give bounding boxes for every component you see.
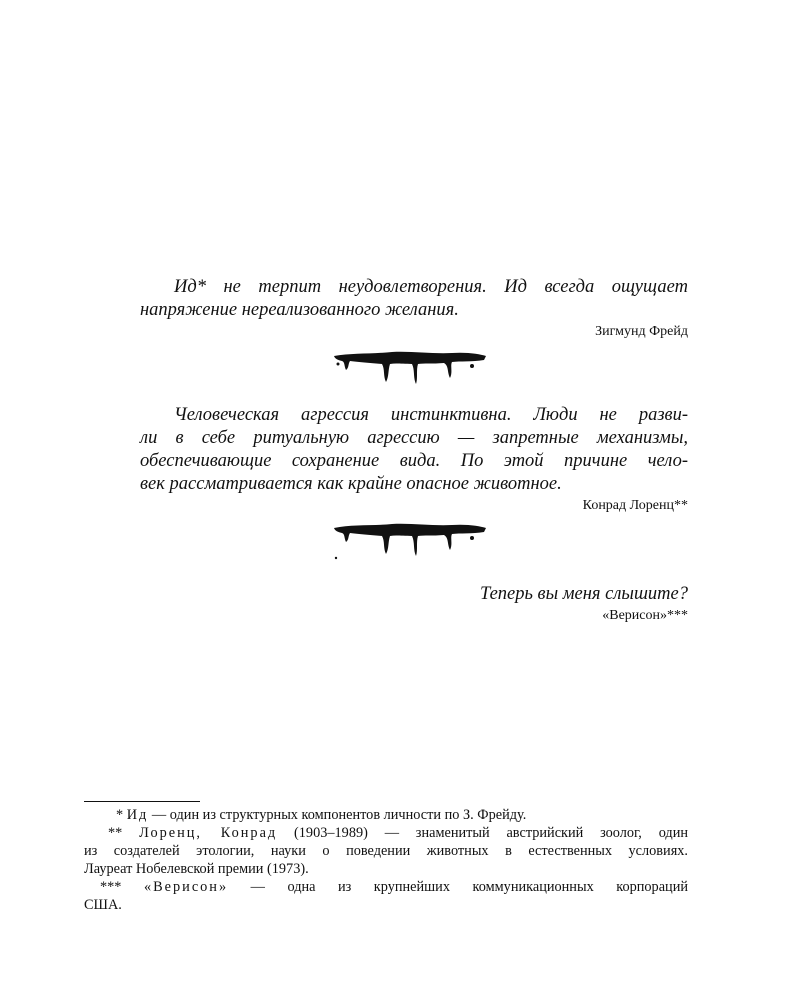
- epigraph-lorenz-line-3: обеспечивающие сохранение вида. По этой причине чело-: [140, 451, 688, 471]
- epigraph-lorenz: [140, 404, 688, 496]
- footnote-text: (1903–1989) — знаменитый австрийский зоолог, один: [277, 825, 689, 841]
- attribution-verizon: «Верисон»***: [602, 608, 688, 623]
- footnote-mark: ***: [100, 879, 122, 895]
- epigraph-lorenz-line-1: Человеческая агрессия инстинктивна. Люди не разви-: [174, 405, 688, 425]
- attribution-lorenz: Конрад Лоренц**: [582, 498, 688, 513]
- attribution-freud: Зигмунд Фрейд: [595, 324, 688, 339]
- epigraph-lorenz-line-4: век рассматривается как крайне опасное животное.: [140, 474, 562, 494]
- footnote-mark: **: [108, 825, 123, 841]
- ink-drip-ornament-icon: [332, 350, 488, 400]
- footnote-3: [84, 878, 688, 914]
- footnote-2: [84, 824, 688, 878]
- footnote-term: «Верисон»: [143, 879, 229, 895]
- footnote-1: [84, 806, 688, 824]
- footnote-term: Лоренц, Конрад: [139, 825, 278, 841]
- footnote-text: — одна из крупнейших коммуникационных корпораций: [228, 879, 688, 895]
- footnote-term: Ид: [126, 807, 149, 823]
- epigraph-freud: [140, 276, 688, 322]
- footnote-text-line: Лауреат Нобелевской премии (1973).: [84, 861, 309, 877]
- footnote-text-line: из создателей этологии, науки о поведении животных в естественных условиях.: [84, 843, 688, 859]
- footnote-text: — один из структурных компонентов личности по З. Фрейду.: [148, 807, 527, 823]
- epigraph-verizon: Теперь вы меня слышите?: [479, 584, 688, 604]
- footnote-divider: [84, 801, 200, 802]
- epigraph-freud-line-1: Ид* не терпит неудовлетворения. Ид всегда ощущает: [174, 277, 688, 297]
- footnotes: [84, 806, 688, 914]
- epigraph-freud-line-2: напряжение нереализованного желания.: [140, 300, 459, 320]
- epigraph-lorenz-line-2: ли в себе ритуальную агрессию — запретные механизмы,: [140, 428, 688, 448]
- footnote-mark: *: [116, 807, 124, 823]
- ink-drip-ornament-icon: [332, 520, 488, 570]
- footnote-text-line: США.: [84, 897, 122, 913]
